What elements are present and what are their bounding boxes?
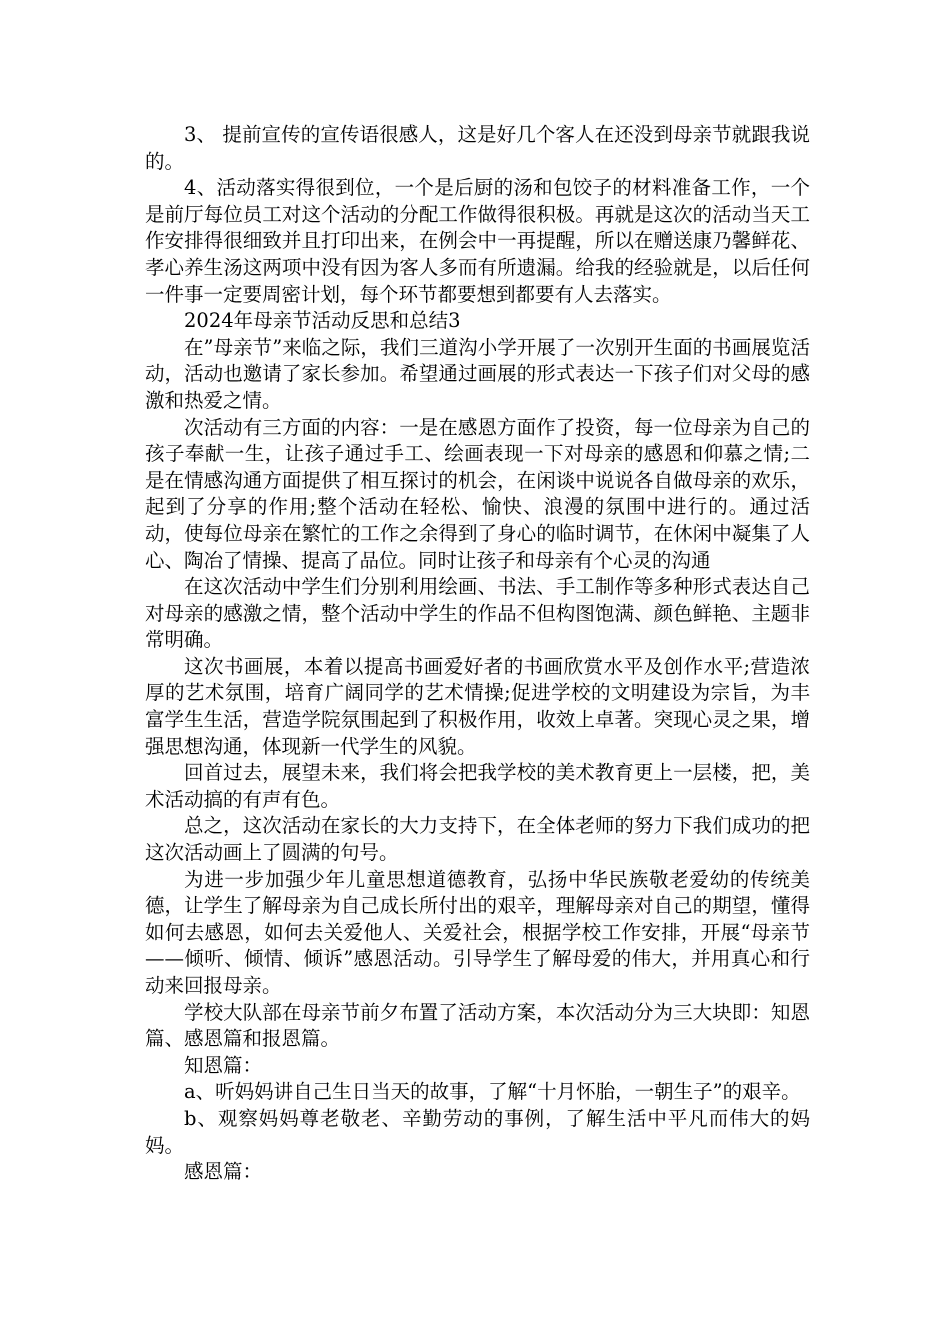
paragraph-point-3: 3、 提前宣传的宣传语很感人，这是好几个客人在还没到母亲节就跟我说的。 [145,123,810,173]
paragraph: 学校大队部在母亲节前夕布置了活动方案，本次活动分为三大块即：知恩篇、感恩篇和报恩篇。 [145,1000,810,1051]
subsection-heading-ganen: 感恩篇： [184,1160,263,1184]
paragraph: 在”母亲节”来临之际，我们三道沟小学开展了一次别开生面的书画展览活动，活动也邀请了家长参加。希望通过画展的形式表达一下孩子们对父母的感激和热爱之情。 [145,335,810,412]
list-item-a: a、听妈妈讲自己生日当天的故事，了解“十月怀胎，一朝生子”的艰辛。 [184,1080,801,1104]
paragraph: 这次书画展，本着以提高书画爱好者的书画欣赏水平及创作水平;营造浓厚的艺术氛围，培育广阔同学的艺术情操;促进学校的文明建设为宗旨，为丰富学生生活，营造学院氛围起到了积极作用，收效上卓著。突现心灵之果，增强思想沟通，体现新一代学生的风貌。 [145,654,810,758]
subsection-heading-zhien: 知恩篇： [184,1053,263,1077]
paragraph: 次活动有三方面的内容：一是在感恩方面作了投资，每一位母亲为自己的孩子奉献一生，让孩子通过手工、绘画表现一下对母亲的感恩和仰慕之情;二是在情感沟通方面提供了相互探讨的机会，在闲谈中说说各自做母亲的欢乐，起到了分享的作用;整个活动在轻松、愉快、浪漫的氛围中进行的。通过活动，使每位母亲在繁忙的工作之余得到了身心的临时调节，在休闲中凝集了人心、陶冶了情操、提高了品位。同时让孩子和母亲有个心灵的沟通 [145,415,810,572]
paragraph: 总之，这次活动在家长的大力支持下，在全体老师的努力下我们成功的把这次活动画上了圆满的句号。 [145,814,810,865]
paragraph: 在这次活动中学生们分别利用绘画、书法、手工制作等多种形式表达自己对母亲的感激之情，整个活动中学生的作品不但构图饱满、颜色鲜艳、主题非常明确。 [145,575,810,652]
paragraph: 为进一步加强少年儿童思想道德教育，弘扬中华民族敬老爱幼的传统美德，让学生了解母亲为自己成长所付出的艰辛，理解母亲对自己的期望，懂得如何去感恩，如何去关爱他人、关爱社会，根据学校工作安排，开展“母亲节——倾听、倾情、倾诉”感恩活动。引导学生了解母爱的伟大，并用真心和行动来回报母亲。 [145,867,810,997]
document-body [145,122,810,1186]
section-heading: 2024年母亲节活动反思和总结3 [184,309,461,333]
list-item-b: b、观察妈妈尊老敬老、辛勤劳动的事例，了解生活中平凡而伟大的妈妈。 [145,1106,810,1157]
paragraph: 回首过去，展望未来，我们将会把我学校的美术教育更上一层楼，把，美术活动搞的有声有色。 [145,761,810,811]
paragraph-point-4: 4、活动落实得很到位，一个是后厨的汤和包饺子的材料准备工作，一个是前厅每位员工对这个活动的分配工作做得很积极。再就是这次的活动当天工作安排得很细致并且打印出来，在例会中一再提醒，所以在赠送康乃馨鲜花、孝心养生汤这两项中没有因为客人多而有所遗漏。给我的经验就是，以后任何一件事一定要周密计划，每个环节都要想到都要有人去落实。 [145,176,810,306]
